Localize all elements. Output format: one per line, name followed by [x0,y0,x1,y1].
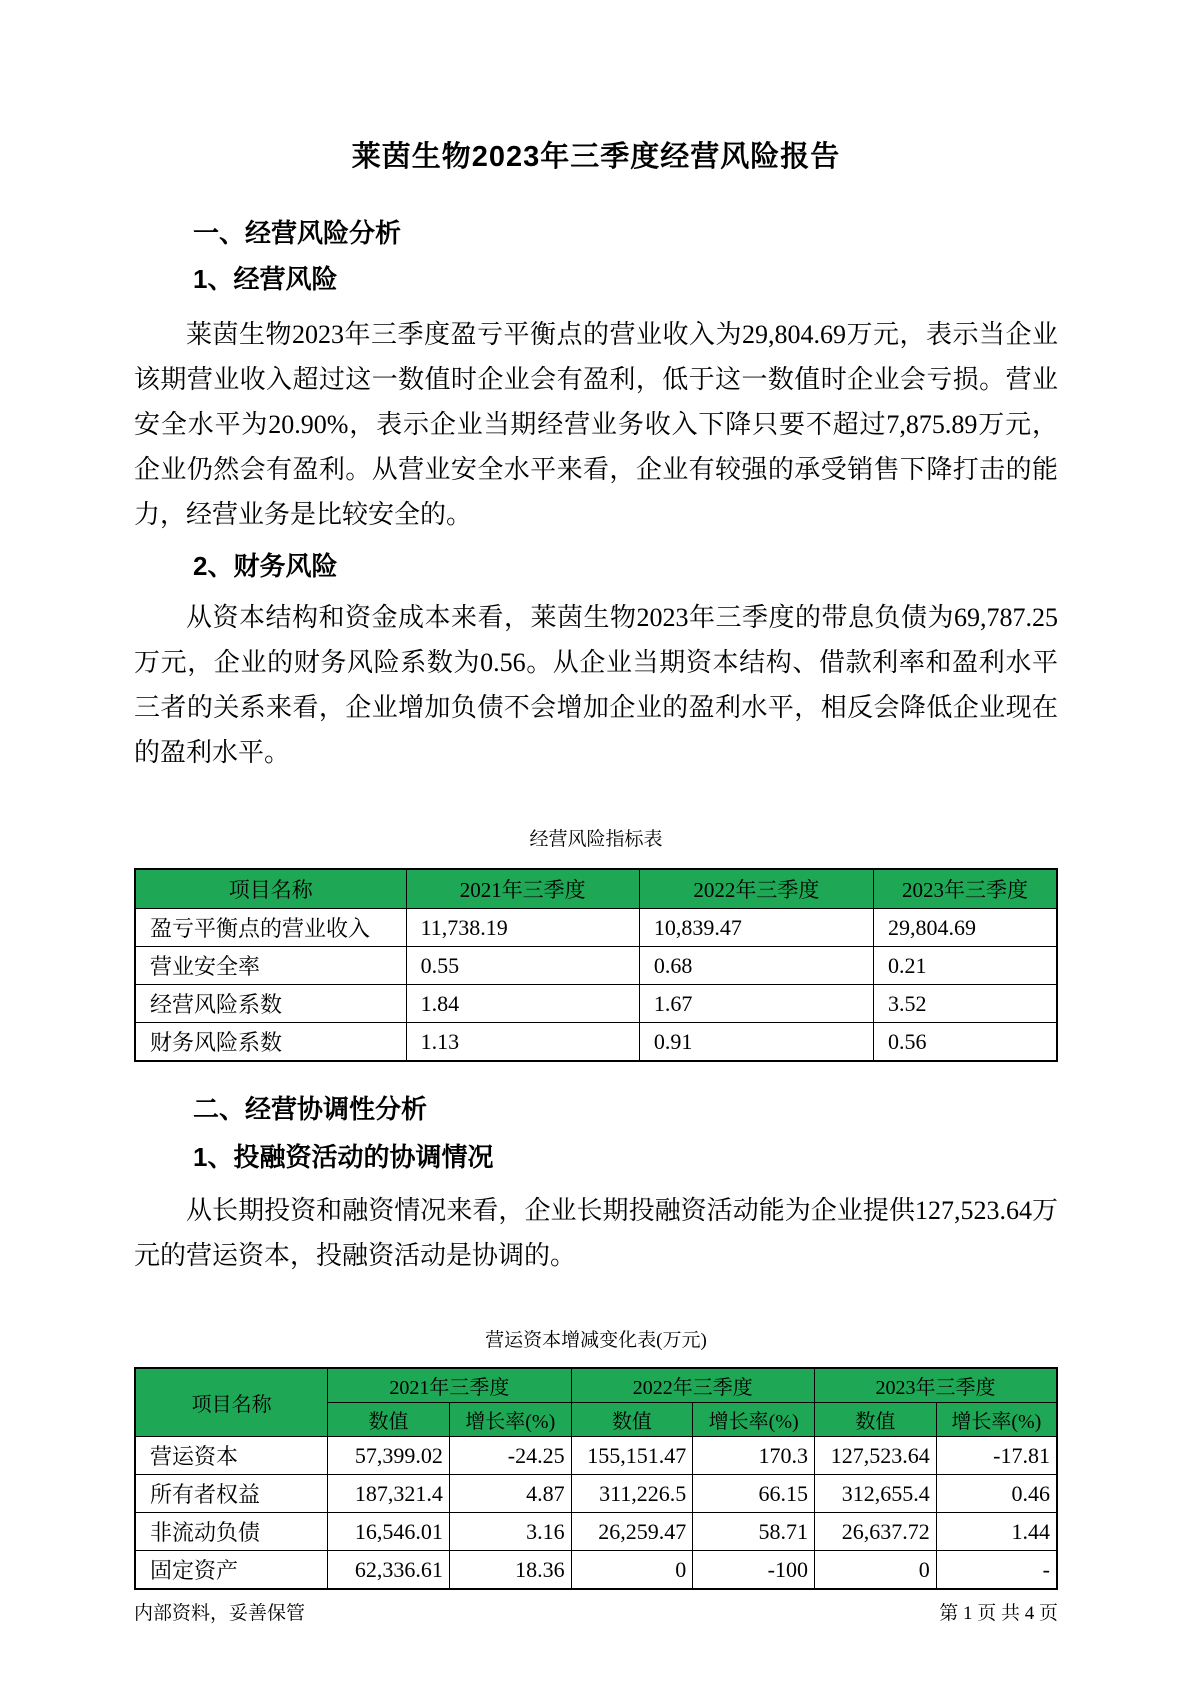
row-label-cell: 非流动负债 [135,1513,328,1551]
table2-subheader-value-2023: 数值 [815,1403,937,1437]
value-cell: 1.13 [406,1023,639,1062]
value-cell: 3.52 [874,985,1057,1023]
table1-header-2023: 2023年三季度 [874,869,1057,909]
value-cell: 0.68 [639,947,873,985]
row-label-cell: 固定资产 [135,1551,328,1590]
value-cell: -24.25 [449,1437,571,1475]
row-label-cell: 盈亏平衡点的营业收入 [135,909,406,947]
table2-header-item-name: 项目名称 [135,1368,328,1437]
subsection-heading-operating-risk: 1、经营风险 [193,264,338,294]
paragraph-operating-risk: 莱茵生物2023年三季度盈亏平衡点的营业收入为29,804.69万元，表示当企业该期营业收入超过这一数值时企业会有盈利，低于这一数值时企业会亏损。营业安全水平为20.90%，表示企业当期经营业务收入下降只要不超过7,875.89万元，企业仍然会有盈利。从营业安全水平来看，企业有较强的承受销售下降打击的能力，经营业务是比较安全的。 [134,320,1058,529]
table2-body [135,1437,1057,1590]
value-cell: 26,637.72 [815,1513,937,1551]
table-row [135,1551,1057,1590]
value-cell: 0 [815,1551,937,1590]
value-cell: 127,523.64 [815,1437,937,1475]
paragraph-financial-risk: 从资本结构和资金成本来看，莱茵生物2023年三季度的带息负债为69,787.25万元，企业的财务风险系数为0.56。从企业当期资本结构、借款利率和盈利水平三者的关系来看，企业增加负债不会增加企业的盈利水平，相反会降低企业现在的盈利水平。 [134,603,1058,767]
value-cell: -100 [693,1551,815,1590]
row-label-cell: 营运资本 [135,1437,328,1475]
table-row [135,1513,1057,1551]
table2-header-2023: 2023年三季度 [815,1368,1058,1403]
value-cell: 1.84 [406,985,639,1023]
table-row [135,985,1057,1023]
row-label-cell: 营业安全率 [135,947,406,985]
page-title: 莱茵生物2023年三季度经营风险报告 [351,141,841,173]
table2-title: 营运资本增减变化表(万元) [485,1330,707,1351]
table2-header-row-years [135,1368,1057,1403]
row-label-cell: 所有者权益 [135,1475,328,1513]
row-label-cell: 财务风险系数 [135,1023,406,1062]
value-cell: 0.46 [936,1475,1057,1513]
value-cell: 57,399.02 [328,1437,450,1475]
working-capital-change-table [134,1367,1058,1590]
table-row [135,1023,1057,1062]
value-cell: 0 [571,1551,693,1590]
value-cell: 62,336.61 [328,1551,450,1590]
table2-subheader-value-2022: 数值 [571,1403,693,1437]
value-cell: 18.36 [449,1551,571,1590]
value-cell: 3.16 [449,1513,571,1551]
table2-header [135,1368,1057,1437]
table1-header-row [135,869,1057,909]
table2-header-2022: 2022年三季度 [571,1368,814,1403]
value-cell: 155,151.47 [571,1437,693,1475]
footer-confidential-note: 内部资料，妥善保管 [134,1603,306,1624]
value-cell: 312,655.4 [815,1475,937,1513]
table1-header-2021: 2021年三季度 [406,869,639,909]
value-cell: 1.67 [639,985,873,1023]
table2-subheader-growth-2022: 增长率(%) [693,1403,815,1437]
value-cell: 0.91 [639,1023,873,1062]
row-label-cell: 经营风险系数 [135,985,406,1023]
page-content [0,138,1191,1590]
value-cell: - [936,1551,1057,1590]
table1-header-item-name: 项目名称 [135,869,406,909]
section-heading-coordination-analysis: 二、经营协调性分析 [193,1094,428,1124]
value-cell: 10,839.47 [639,909,873,947]
value-cell: 170.3 [693,1437,815,1475]
value-cell: 0.55 [406,947,639,985]
operating-risk-indicator-table [134,868,1058,1062]
page-footer [134,1601,1058,1626]
section-heading-operating-risk-analysis: 一、经营风险分析 [193,218,402,248]
table-row [135,947,1057,985]
table2-header-2021: 2021年三季度 [328,1368,571,1403]
table-row [135,909,1057,947]
table2-subheader-value-2021: 数值 [328,1403,450,1437]
subsection-heading-investment-financing: 1、投融资活动的协调情况 [193,1142,494,1172]
value-cell: 0.21 [874,947,1057,985]
value-cell: 1.44 [936,1513,1057,1551]
table1-title: 经营风险指标表 [529,829,663,850]
paragraph-investment-financing: 从长期投资和融资情况来看，企业长期投融资活动能为企业提供127,523.64万元的营运资本，投融资活动是协调的。 [134,1196,1058,1270]
value-cell: 4.87 [449,1475,571,1513]
value-cell: 11,738.19 [406,909,639,947]
table-row [135,1437,1057,1475]
value-cell: 16,546.01 [328,1513,450,1551]
value-cell: 311,226.5 [571,1475,693,1513]
value-cell: 26,259.47 [571,1513,693,1551]
value-cell: -17.81 [936,1437,1057,1475]
table1-header-2022: 2022年三季度 [639,869,873,909]
value-cell: 187,321.4 [328,1475,450,1513]
value-cell: 58.71 [693,1513,815,1551]
footer-page-number: 第 1 页 共 4 页 [939,1603,1058,1624]
subsection-heading-financial-risk: 2、财务风险 [193,551,338,581]
table1-header [135,869,1057,909]
table2-subheader-growth-2023: 增长率(%) [936,1403,1057,1437]
value-cell: 0.56 [874,1023,1057,1062]
value-cell: 66.15 [693,1475,815,1513]
table2-subheader-growth-2021: 增长率(%) [449,1403,571,1437]
table-row [135,1475,1057,1513]
value-cell: 29,804.69 [874,909,1057,947]
table1-body [135,909,1057,1062]
